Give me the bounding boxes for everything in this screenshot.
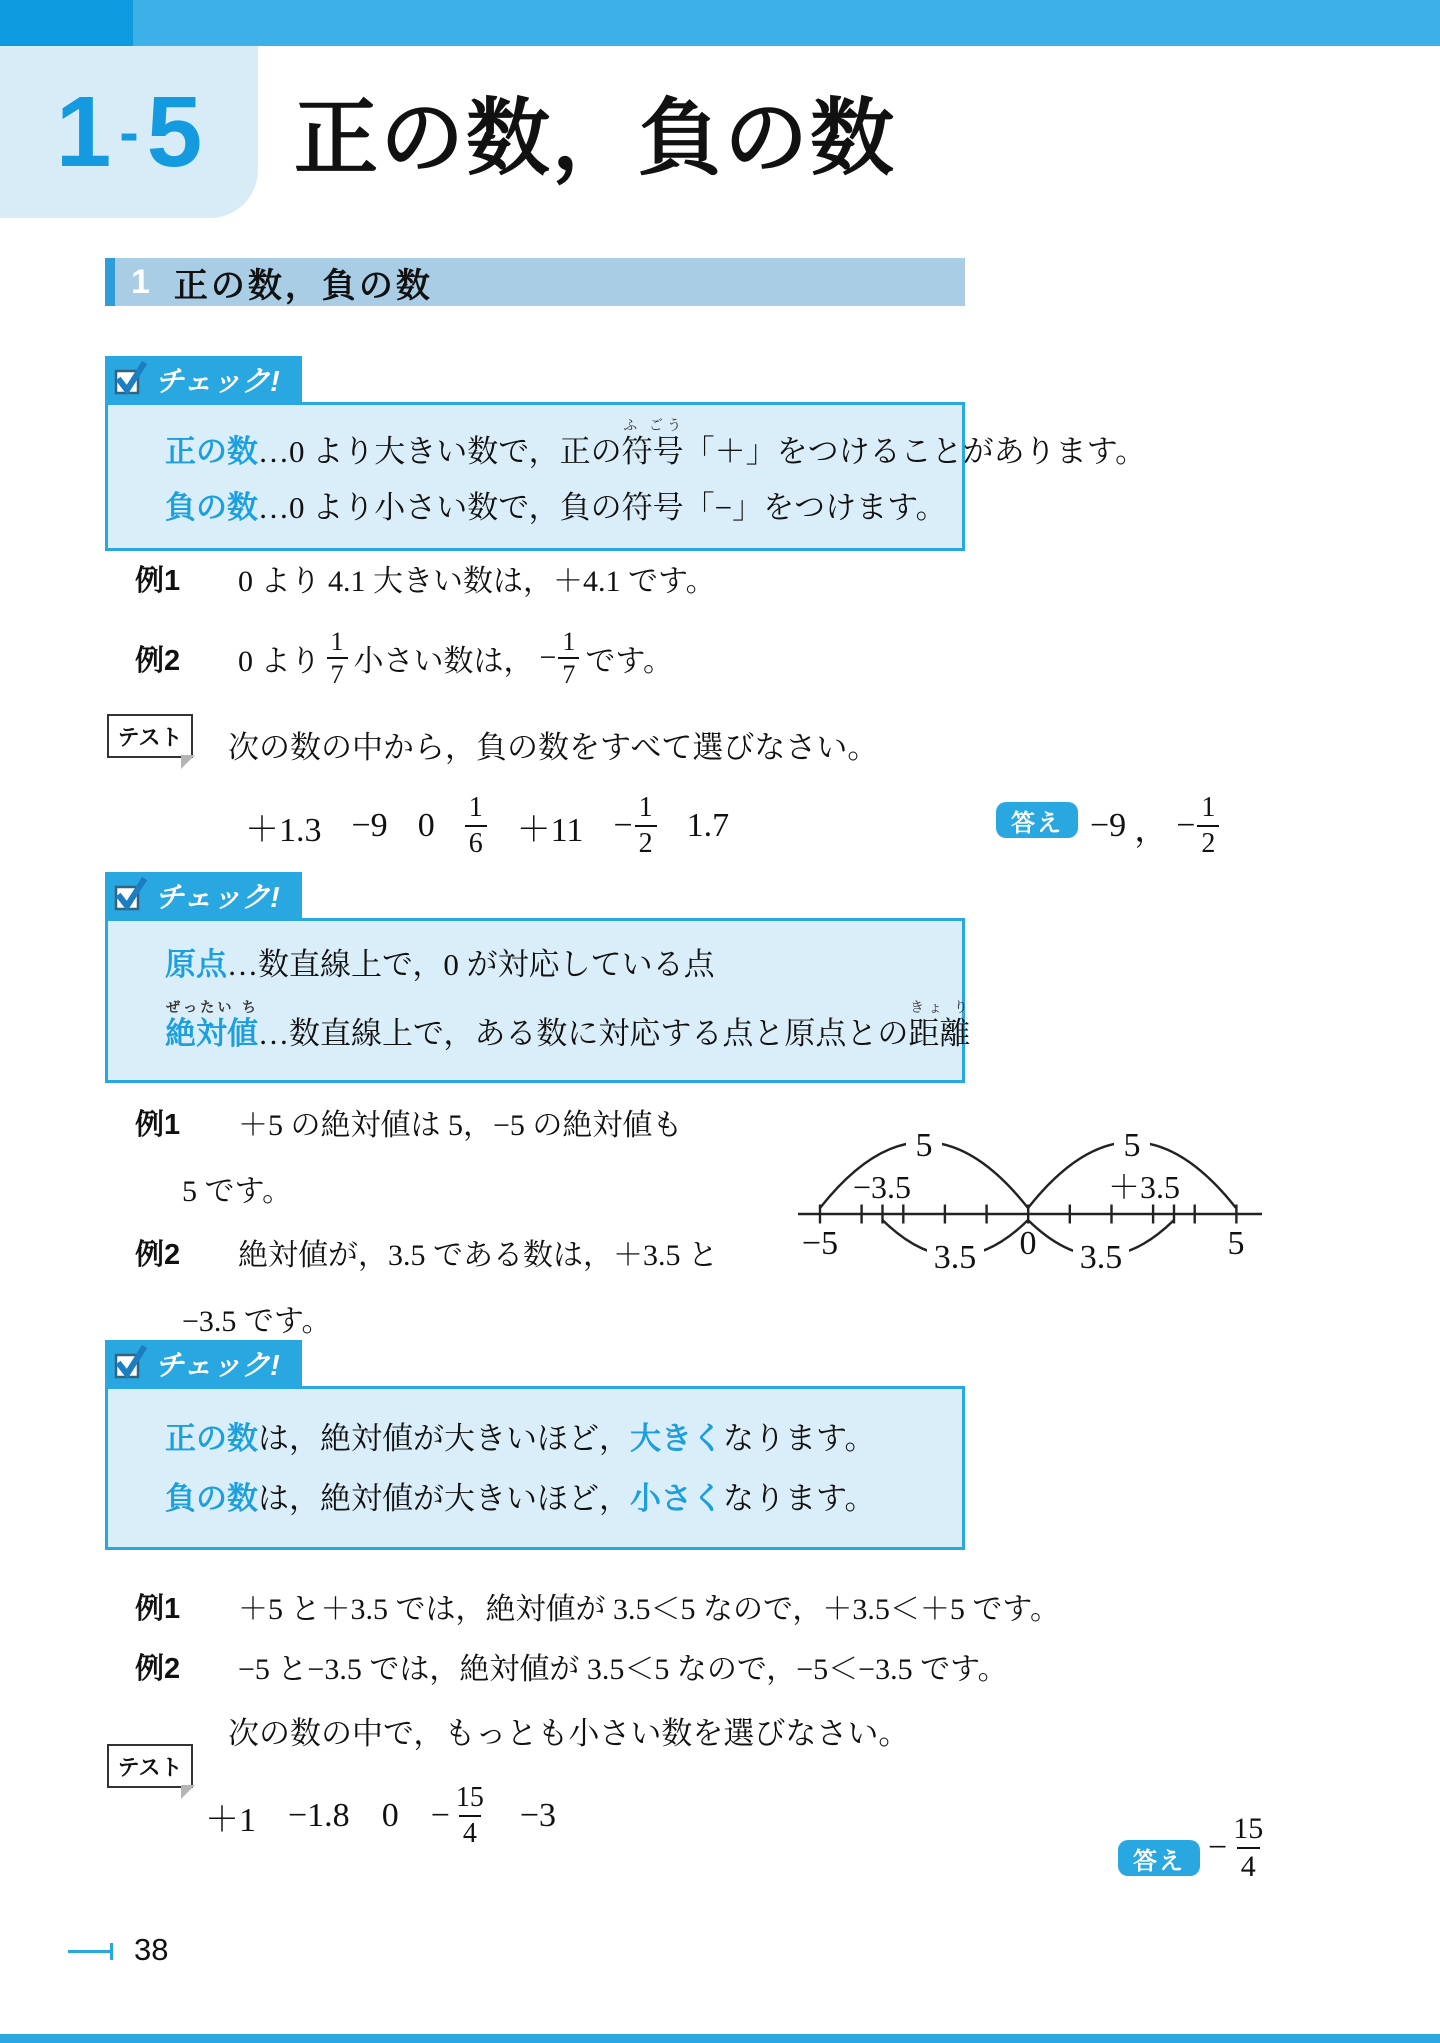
example-row [135,556,716,600]
furigana-kyori: きょ り [908,1001,971,1016]
page-number: 38 [134,1932,169,1967]
answer-separator: ， [1134,811,1169,849]
answer-fraction: − $\frac{15}{4}$ [1208,1812,1264,1883]
rule-positive [165,1409,952,1469]
test2-prompt: 次の数の中で，もっとも小さい数を選びなさい。 [228,1716,910,1751]
example-label: 例2 [135,644,181,677]
number-line-diagram [770,1082,1270,1342]
definition-absolute-value [165,999,971,1068]
checkbox-icon [113,877,147,913]
test2-numbers [205,1768,556,1864]
page-top-bar-accent [0,0,133,46]
number-item: ＋1.3 [245,811,322,849]
page-bottom-bar [0,2034,1440,2043]
test-label: テスト [117,1754,183,1780]
term-negative-number: 負の数 [165,1481,258,1516]
section-title: 正の数，負の数 [173,266,433,305]
word-kyori: 距離 [908,1016,971,1051]
fraction-one-seventh: $\frac{1}{7}$ [327,626,348,690]
example-text: ＋5 の絶対値は 5，−5 の絶対値も [238,1109,683,1142]
checkbox-icon [113,361,147,397]
furigana-word [908,1001,971,1051]
lesson-number-dash: - [119,100,139,165]
check-tab-3 [105,1340,302,1386]
example-text: 絶対値が，3.5 である数は，＋3.5 と [238,1239,718,1272]
lesson-number-first: 1 [55,76,112,188]
answer-value: −9 [1090,807,1127,844]
fraction-minus-fifteen-fourths: − $\frac{15}{4}$ [430,1782,484,1849]
section-header [105,258,965,306]
example-row [135,1644,1008,1688]
term-absolute-value: 絶対値ぜったい ち [165,999,258,1051]
example-row [135,1230,718,1274]
rule-text: は，絶対値が大きいほど， [258,1481,630,1516]
term-positive-number: 正の数 [165,1421,258,1456]
example-text: ＋5 と＋3.5 では，絶対値が 3.5＜5 なので，＋3.5＜＋5 です。 [238,1593,1060,1626]
fraction-minus-one-seventh: − $\frac{1}{7}$ [540,626,580,690]
term-origin: 原点 [165,947,227,982]
term-negative-number: 負の数 [165,490,258,525]
example-label: 例2 [135,1652,181,1685]
example-text-line2: −3.5 です。 [182,1305,332,1338]
arc-label-left: 5 [915,1127,933,1164]
example-row [135,612,673,704]
furigana-zettaichi: ぜったい ち [165,999,258,1015]
answer-badge-2: 答え [1118,1840,1200,1876]
definition-text: …0 より小さい数で，負の符号「−」をつけます。 [258,490,947,525]
section-number: 1 [131,263,150,301]
keyword-smaller: 小さく [630,1481,723,1516]
test1-numbers [245,782,729,870]
definition-text: 「＋」をつけることがあります。 [683,434,1147,469]
number-item: ＋11 [516,811,584,849]
lesson-number-second: 5 [146,76,203,188]
definition-positive-number [165,419,1147,480]
arc-label-bottom-left: 3.5 [933,1239,977,1276]
word-fugou: 符号 [621,434,684,469]
example-label: 例1 [135,564,181,597]
number-item: 0 [381,1797,399,1834]
point-label-neg-3-5: −3.5 [852,1169,912,1205]
fraction-one-sixth: $\frac{1}{6}$ [465,791,487,860]
test1-answer [1090,784,1219,868]
test1-prompt: 次の数の中から，負の数をすべて選びなさい。 [228,730,879,765]
test-tag-1 [107,714,193,758]
number-item: −3 [519,1797,557,1834]
check-tab-2 [105,872,302,918]
number-item: −1.8 [288,1797,350,1834]
check-label: チェック! [155,881,280,914]
definition-origin [165,931,952,999]
checkbox-icon [113,1345,147,1381]
example-text: −5 と−3.5 では，絶対値が 3.5＜5 なので，−5＜−3.5 です。 [238,1653,1008,1686]
page-number-rule [68,1950,112,1953]
rule-text: なります。 [723,1421,876,1456]
example-text: 0 より 4.1 大きい数は，＋4.1 です。 [238,565,716,598]
rule-text: は，絶対値が大きいほど， [258,1421,630,1456]
tick-label-zero: 0 [1019,1225,1037,1262]
term-positive-number: 正の数 [165,434,258,469]
example-label: 例2 [135,1238,181,1271]
number-item: 0 [417,807,435,844]
tick-label-pos-5: 5 [1227,1225,1245,1262]
example-label: 例1 [135,1592,181,1625]
example-row [135,1100,682,1144]
check-box-3 [105,1386,965,1550]
check-box-2 [105,918,971,1083]
lesson-number-badge [0,46,258,218]
example-text: です。 [585,645,674,678]
rule-negative [165,1469,952,1529]
check-label: チェック! [155,1349,280,1382]
definition-text: …数直線上で，0 が対応している点 [227,947,715,982]
rule-text: なります。 [723,1481,876,1516]
page-title: 正の数，負の数 [294,91,897,185]
arc-label-bottom-right: 3.5 [1079,1239,1123,1276]
check-label: チェック! [155,365,280,398]
definition-negative-number [165,480,952,536]
example-text-line2: 5 です。 [182,1175,293,1208]
point-label-pos-3-5: ＋3.5 [1107,1169,1181,1205]
check-box-1 [105,402,1147,551]
definition-text: …0 より大きい数で，正の [258,434,622,469]
answer-badge-1: 答え [996,802,1078,838]
furigana-fugou: ふ ごう [621,419,684,434]
example-row [135,1584,1060,1628]
test2-answer [1208,1798,1267,1898]
furigana-word [621,419,684,469]
number-item: ＋1 [205,1801,256,1839]
keyword-larger: 大きく [630,1421,723,1456]
page-number-rule-tick [110,1943,113,1960]
page-top-bar [0,0,1440,46]
arc-label-right: 5 [1123,1127,1141,1164]
number-item: −9 [351,807,388,844]
definition-text: …数直線上で，ある数に対応する点と原点との [258,1016,909,1051]
example-label: 例1 [135,1108,181,1141]
test-label: テスト [117,724,183,750]
answer-fraction: − $\frac{1}{2}$ [1176,791,1219,860]
fraction-minus-one-half: − $\frac{1}{2}$ [613,791,656,860]
example-text: 0 より [238,645,321,678]
example-text: 小さい数は， [353,645,534,678]
test-tag-2 [107,1744,193,1788]
number-item: 1.7 [686,807,730,844]
tick-label-neg-5: −5 [801,1225,839,1262]
check-tab-1 [105,356,302,402]
